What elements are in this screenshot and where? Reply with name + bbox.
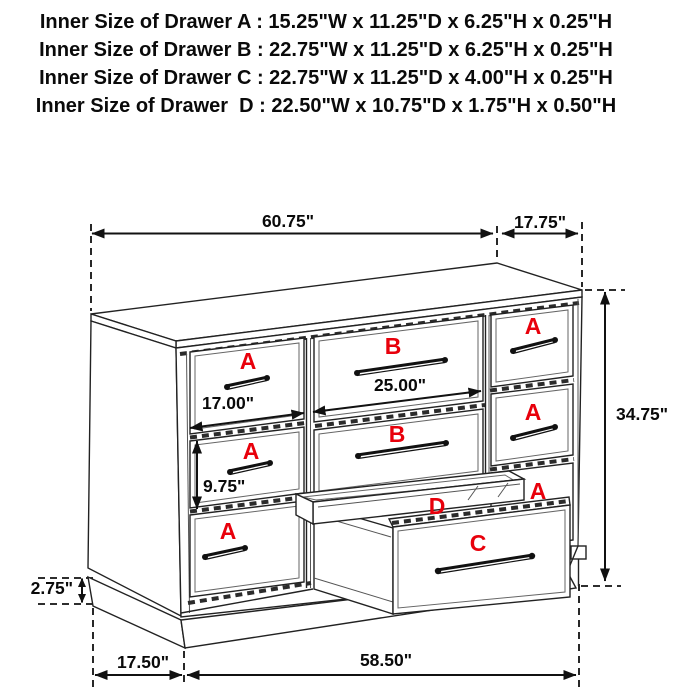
height-label: 34.75" [616,404,669,424]
drawer-a-width-label: 17.00" [201,393,255,413]
drawer-a-right-mid [491,384,573,466]
top-depth-label: 17.75" [513,212,567,232]
base-height-label: 2.75" [30,578,73,598]
top-width-label: 60.75" [261,211,315,231]
label-drawer-a-right-top: A [524,313,542,339]
drawer-b-width-label: 25.00" [373,375,427,395]
label-drawer-b-top: B [384,333,402,359]
base-depth-label: 17.50" [116,652,170,672]
label-drawer-a-right-mid: A [524,399,542,425]
label-drawer-b-middle: B [388,421,406,447]
dresser-left-side-panel [88,321,181,616]
label-drawer-a-left-bottom: A [219,518,237,544]
label-drawer-a-left-mid: A [242,438,260,464]
label-drawer-c: C [469,530,487,556]
label-drawer-a-left-top: A [239,348,257,374]
header-line-drawer-d: Inner Size of Drawer D : 22.50"W x 10.75"D x 1.75"H x 0.50"H [35,95,617,117]
header-line-drawer-a: Inner Size of Drawer A : 15.25"W x 11.25"D x 6.25"H x 0.25"H [39,11,613,33]
header-line-drawer-b: Inner Size of Drawer B : 22.75"W x 11.25"D x 6.25"H x 0.25"H [39,39,613,61]
header-line-drawer-c: Inner Size of Drawer C : 22.75"W x 11.25"D x 4.00"H x 0.25"H [39,67,613,89]
label-drawer-d: D [428,493,446,519]
base-width-label: 58.50" [359,650,413,670]
label-drawer-a-right-bottom: A [529,478,547,504]
drawer-a-height-label: 9.75" [203,476,246,496]
